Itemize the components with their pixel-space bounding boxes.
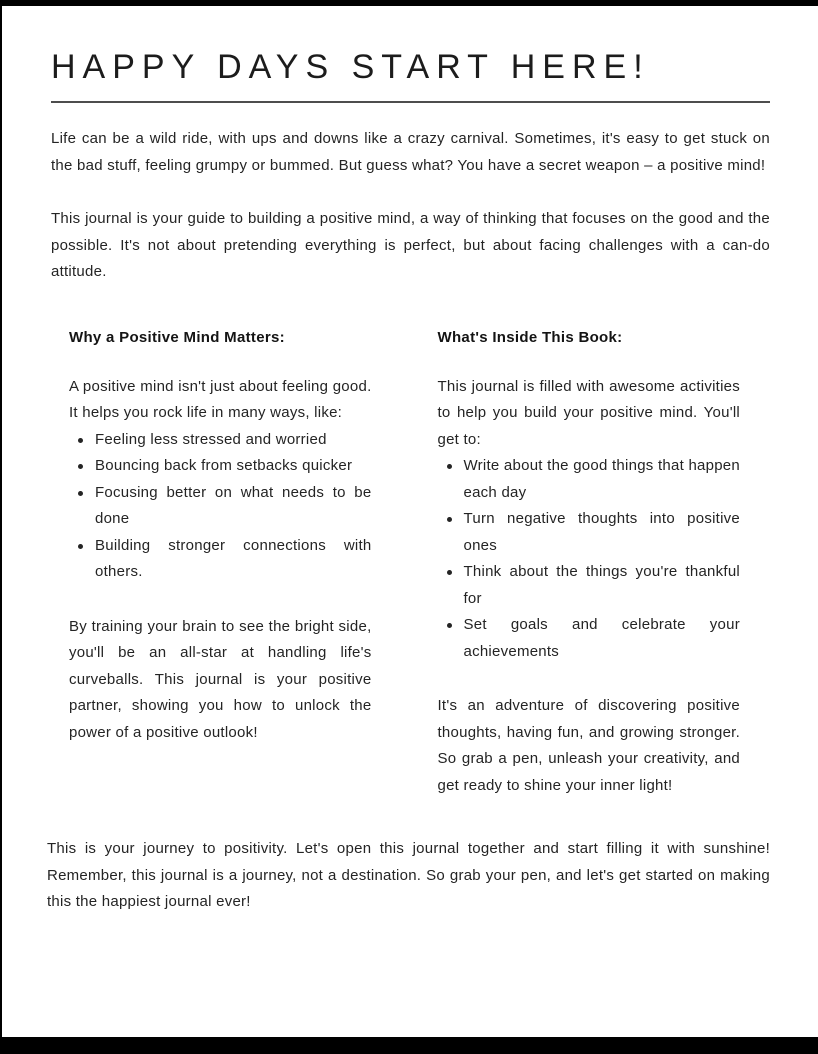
page-left-border [0,0,2,1054]
title-divider [51,101,770,103]
intro-paragraph-2: This journal is your guide to building a positive mind, a way of thinking that focuses on the good and the possible. It's not about pretending everything is perfect, but about facing challenges with a can-do attitude. [51,210,770,281]
intro-paragraph-1: Life can be a wild ride, with ups and downs like a crazy carnival. Sometimes, it's easy to get stuck on the bad stuff, feeling grumpy or bummed. But guess what? You have a secret weapon – a positive mind! [51,130,770,174]
left-bullet-list [69,427,372,586]
list-item: Turn negative thoughts into positive ones [438,506,741,559]
list-item: Focusing better on what needs to be done [69,480,372,533]
left-column-lead: A positive mind isn't just about feeling good. It helps you rock life in many ways, like: [69,377,372,422]
right-column-outro: It's an adventure of discovering positive thoughts, having fun, and growing stronger. So grab a pen, unleash your creativity, and get ready to shine your inner light! [437,697,740,794]
page-title: HAPPY DAYS START HERE! [51,48,650,86]
list-item: Think about the things you're thankful for [438,559,741,612]
two-column-section [69,329,740,800]
list-item: Bouncing back from setbacks quicker [69,453,372,480]
list-item: Feeling less stressed and worried [69,427,372,454]
page-bottom-border [0,1037,818,1054]
list-item: Set goals and celebrate your achievements [438,612,741,665]
right-column-lead: This journal is filled with awesome activities to help you build your positive mind. You'll get to: [437,377,740,448]
page-top-border [0,0,818,6]
left-column-outro: By training your brain to see the bright side, you'll be an all-star at handling life's curveballs. This journal is your positive partner, showing you how to unlock the power of a positive outlook! [69,617,372,741]
right-column-whats-inside [438,329,741,800]
list-item: Write about the good things that happen each day [438,453,741,506]
left-column-why-positive-mind [69,329,372,800]
intro-section [51,126,770,286]
left-column-heading: Why a Positive Mind Matters: [69,328,285,346]
right-column-heading: What's Inside This Book: [437,328,623,346]
closing-paragraph: This is your journey to positivity. Let's open this journal together and start filling it with sunshine! Remember, this journal is a journey, not a destination. So grab your pen, and let's get started on making this the happiest journal ever! [47,840,770,911]
right-bullet-list [438,453,741,665]
list-item: Building stronger connections with others. [69,533,372,586]
